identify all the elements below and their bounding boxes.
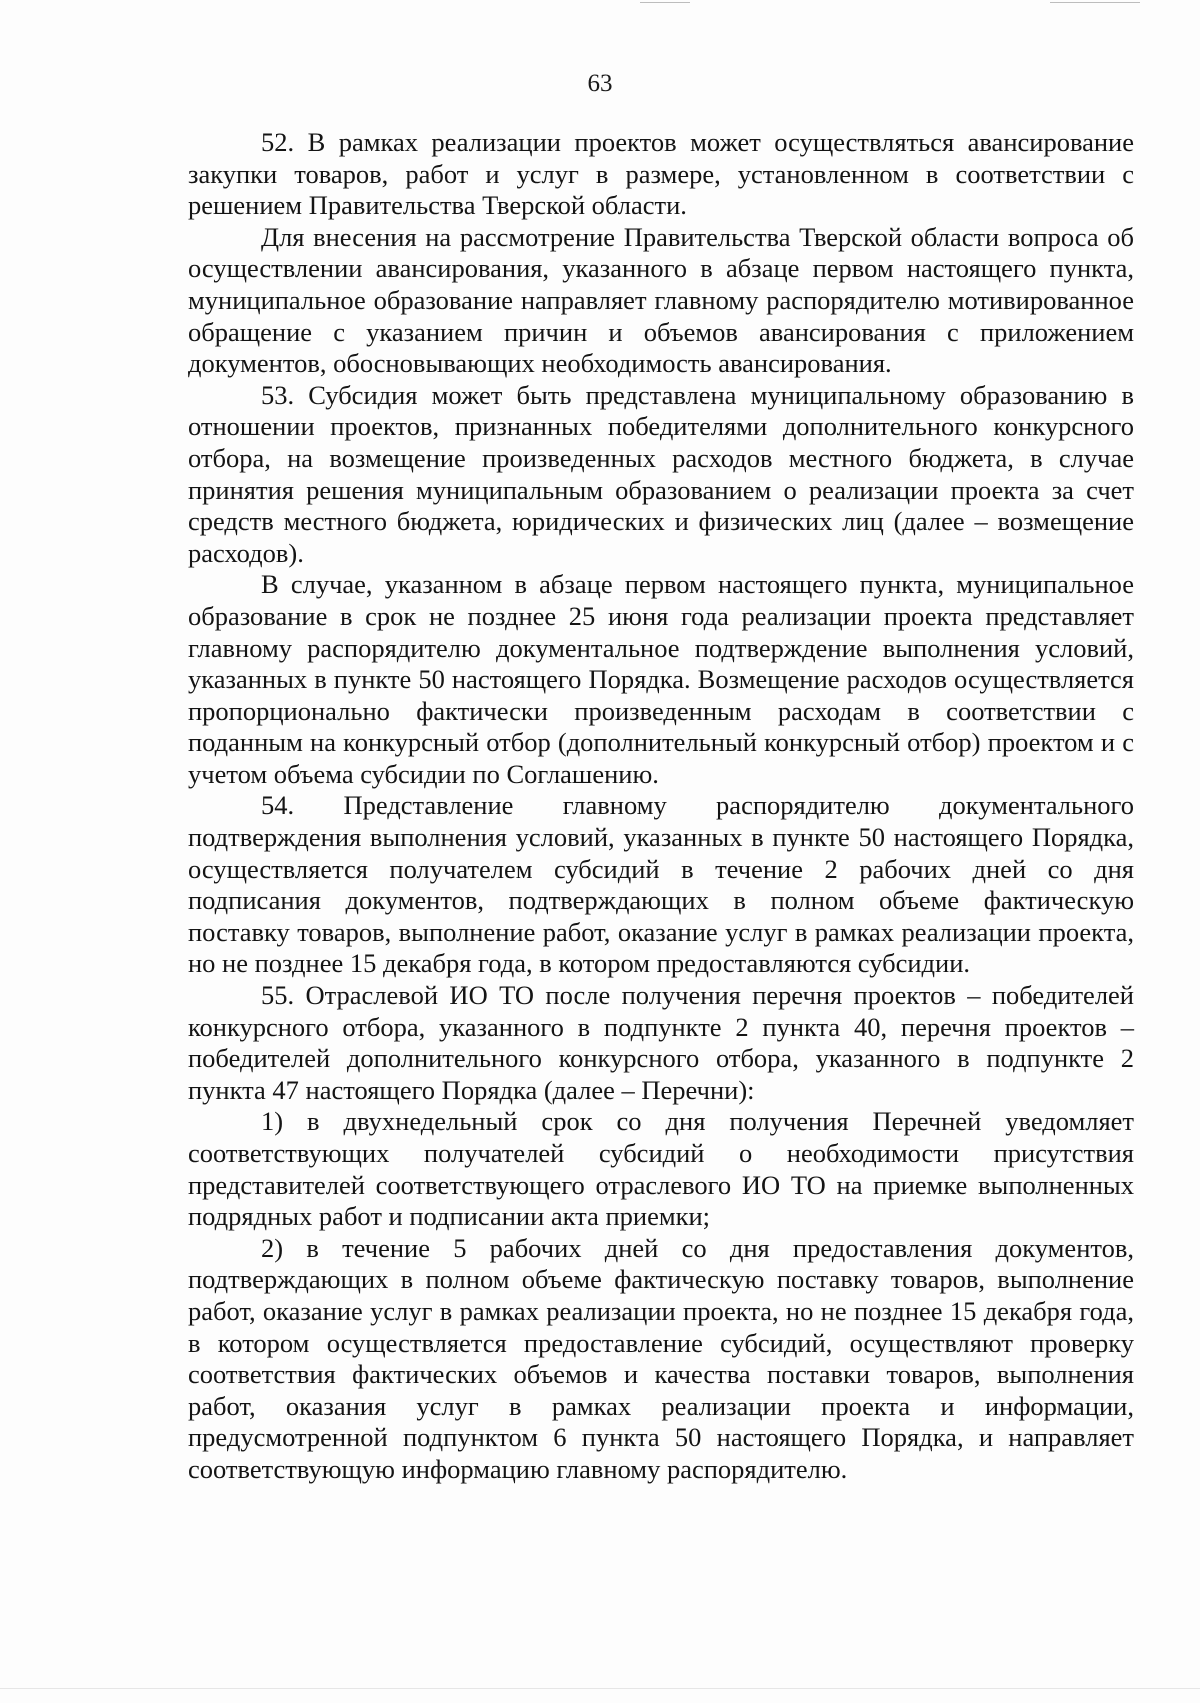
paragraph-53: 53. Субсидия может быть представлена муниципальному образованию в отношении проектов, признанных победителями дополнительного конкурсного отбора, на возмещение произведенных расходов местного бюджета, в случае принятия решения муниципальным образованием о реализации проекта за счет средств местного бюджета, юридических и физических лиц (далее – возмещение расходов). [188, 379, 1134, 568]
scan-artifact [0, 1688, 1200, 1689]
page-number: 63 [587, 70, 613, 97]
scan-artifact [640, 2, 690, 3]
paragraph-55-item-1: 1) в двухнедельный срок со дня получения Перечней уведомляет соответствующих получателей субсидий о необходимости присутствия представителей соответствующего отраслевого ИО ТО на приемке выполненных подрядных работ и подписании акта приемки; [188, 1106, 1134, 1232]
paragraph-52-advance: Для внесения на рассмотрение Правительства Тверской области вопроса об осуществлении авансирования, указанного в абзаце первом настоящего пункта, муниципальное образование направляет главному распорядителю мотивированное обращение с указанием причин и объемов авансирования с приложением документов, обосновывающих необходимость авансирования. [188, 221, 1134, 379]
paragraph-53-case: В случае, указанном в абзаце первом настоящего пункта, муниципальное образование в срок не позднее 25 июня года реализации проекта представляет главному распорядителю документальное подтверждение выполнения условий, указанных в пункте 50 настоящего Порядка. Возмещение расходов осуществляется пропорционально фактически произведенным расходам в соответствии с поданным на конкурсный отбор (дополнительный конкурсный отбор) проектом и с учетом объема субсидии по Соглашению. [188, 569, 1134, 789]
document-body [188, 127, 1134, 1486]
paragraph-55: 55. Отраслевой ИО ТО после получения перечня проектов – победителей конкурсного отбора, указанного в подпункте 2 пункта 40, перечня проектов – победителей дополнительного конкурсного отбора, указанного в подпункте 2 пункта 47 настоящего Порядка (далее – Перечни): [188, 980, 1134, 1105]
paragraph-52: 52. В рамках реализации проектов может осуществляться авансирование закупки товаров, работ и услуг в размере, установленном в соответствии с решением Правительства Тверской области. [188, 127, 1134, 221]
paragraph-54: 54. Представление главному распорядителю документального подтверждения выполнения условий, указанных в пункте 50 настоящего Порядка, осуществляется получателем субсидий в течение 2 рабочих дней со дня подписания документов, подтверждающих в полном объеме фактическую поставку товаров, выполнение работ, оказание услуг в рамках реализации проекта, но не позднее 15 декабря года, в котором предоставляются субсидии. [188, 790, 1134, 979]
paragraph-55-item-2: 2) в течение 5 рабочих дней со дня предоставления документов, подтверждающих в полном объеме фактическую поставку товаров, выполнение работ, оказание услуг в рамках реализации проекта, но не позднее 15 декабря года, в котором осуществляется предоставление субсидий, осуществляют проверку соответствия фактических объемов и качества поставки товаров, выполнения работ, оказания услуг в рамках реализации проекта и информации, предусмотренной подпунктом 6 пункта 50 настоящего Порядка, и направляет соответствующую информацию главному распорядителю. [188, 1232, 1134, 1484]
scan-artifact [1050, 2, 1140, 3]
